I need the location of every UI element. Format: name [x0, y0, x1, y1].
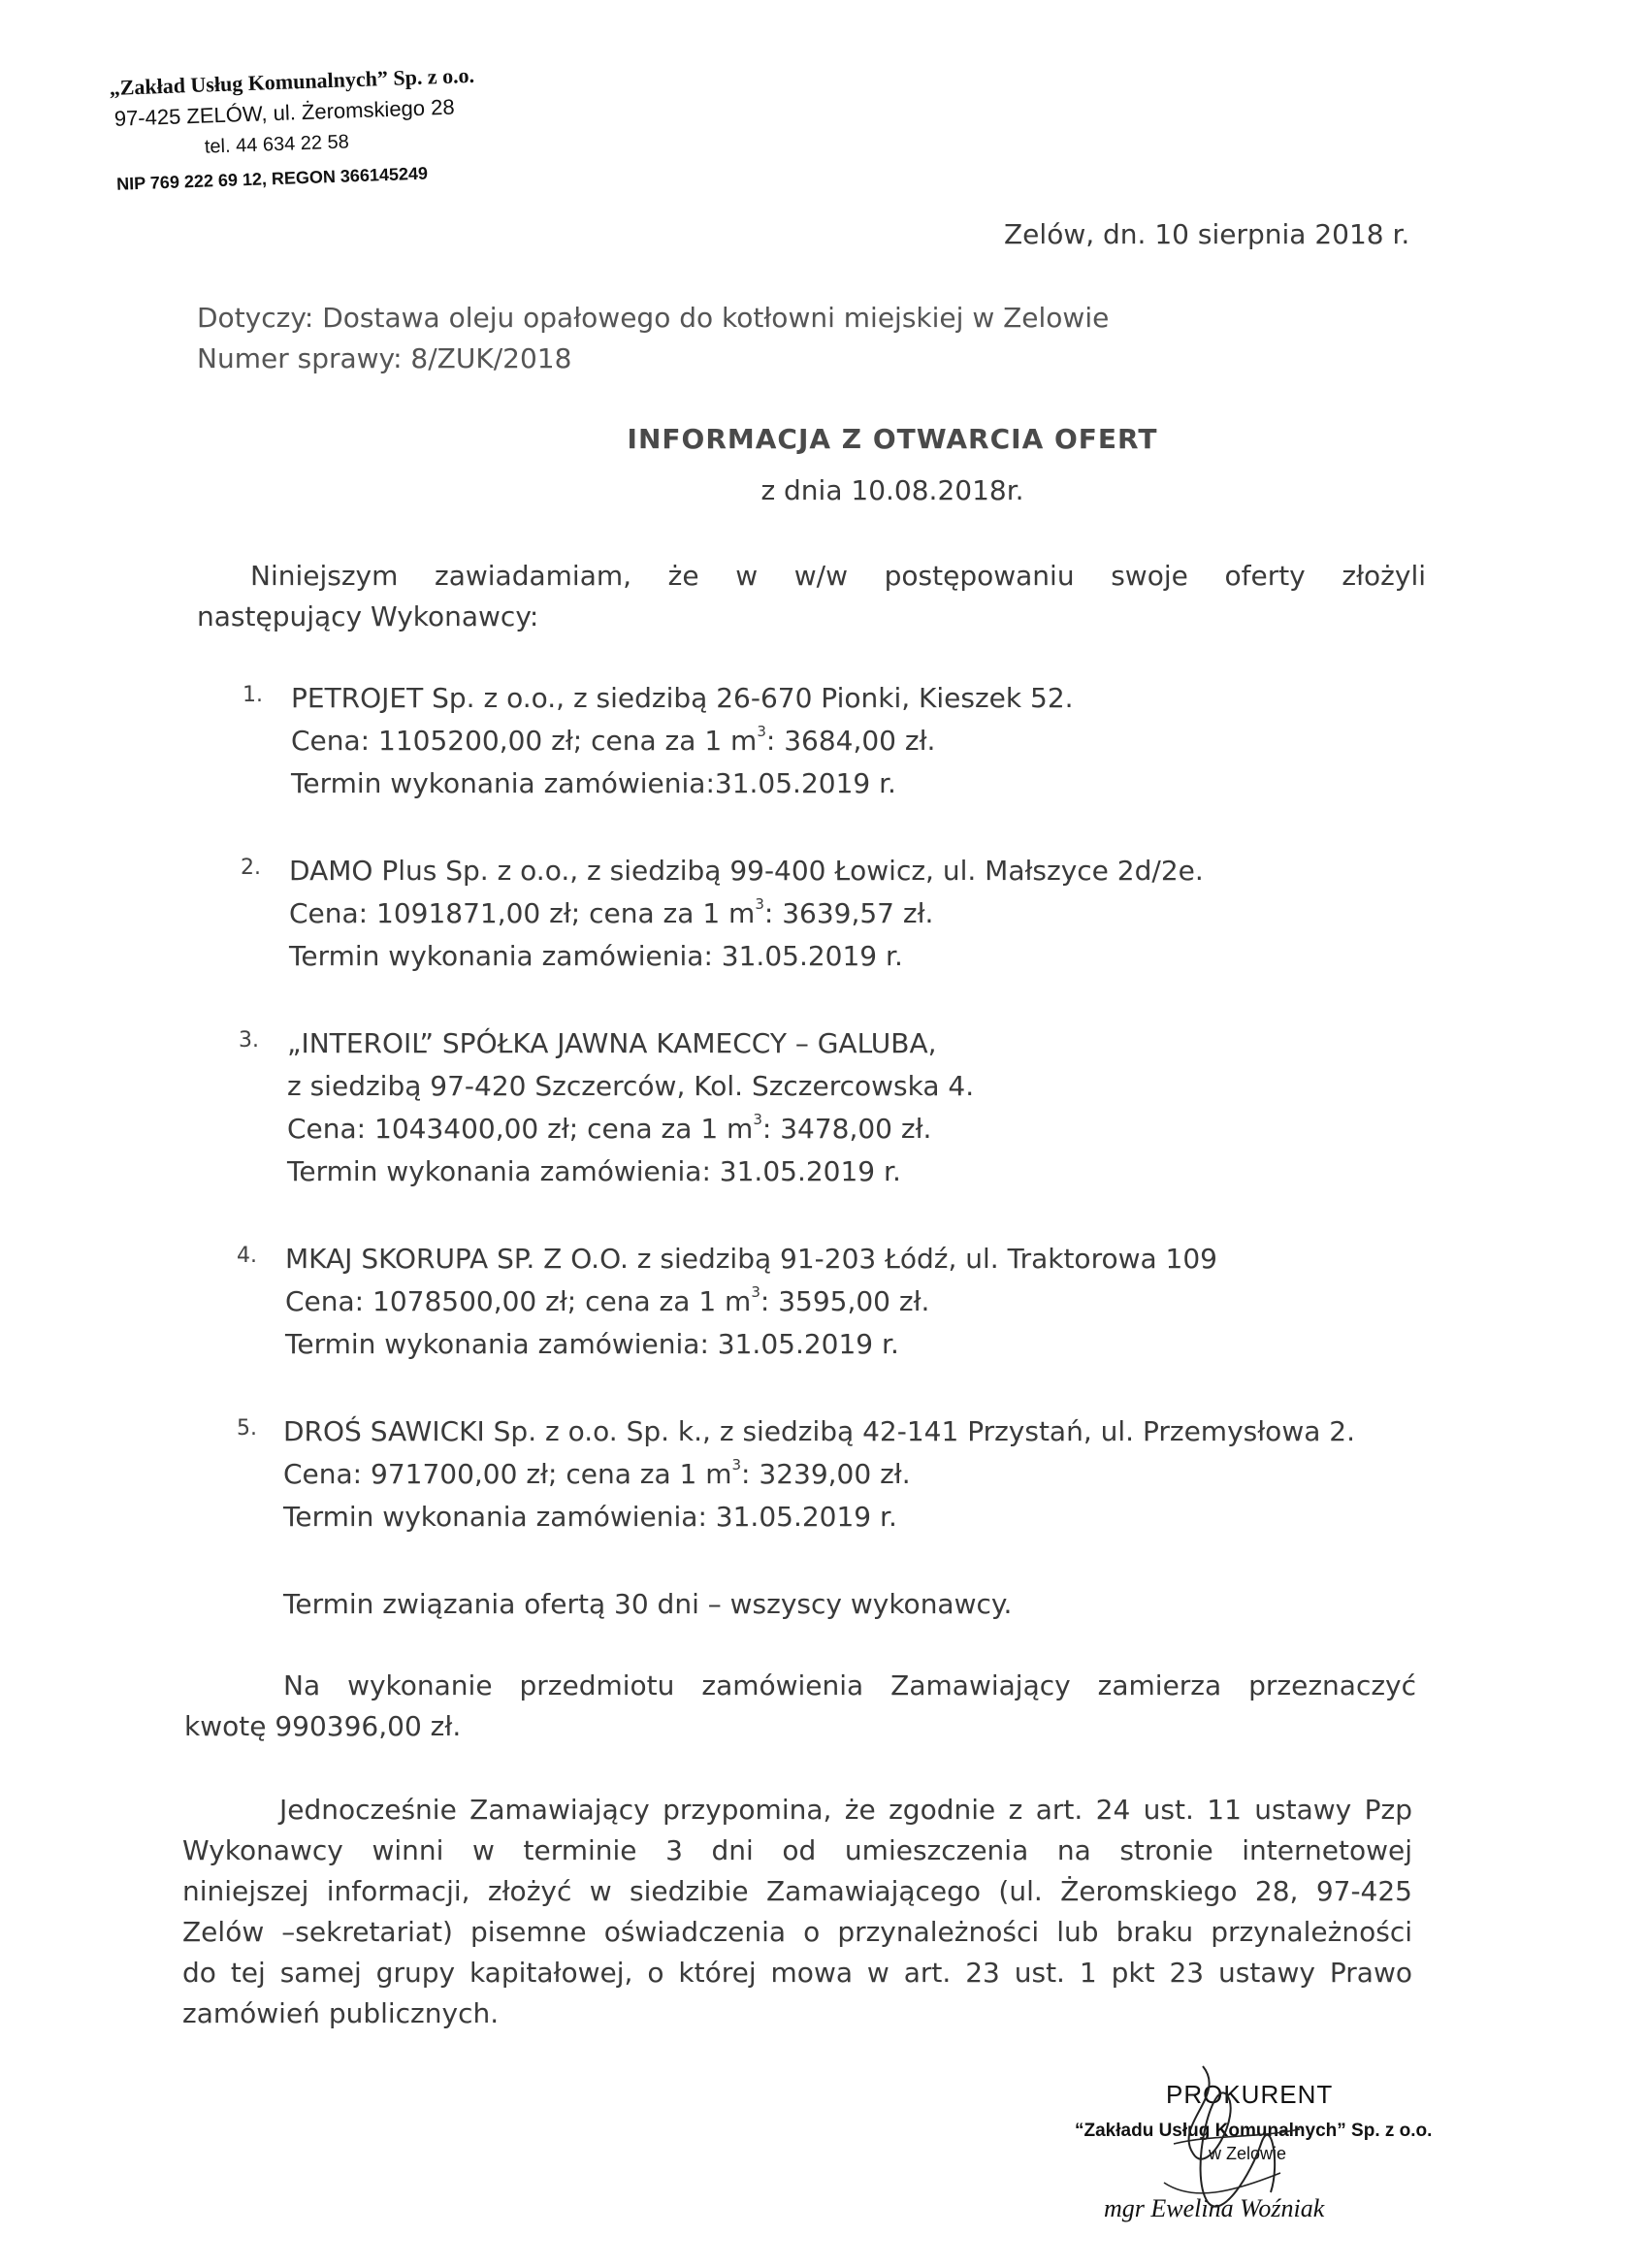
- offer-company: „INTEROIL” SPÓŁKA JAWNA KAMECCY – GALUBA,: [287, 1027, 937, 1059]
- reminder-line: do tej samej grupy kapitałowej, o której mowa w art. 23 ust. 1 pkt 23 ustawy Prawo: [182, 1957, 1412, 1989]
- offer-company: MKAJ SKORUPA SP. Z O.O. z siedzibą 91-203 Łódź, ul. Traktorowa 109: [285, 1243, 1217, 1275]
- reminder-line: Zelów –sekretariat) pisemne oświadczenia o przynależności lub braku przynależności: [182, 1916, 1412, 1948]
- offer-number: 1.: [242, 683, 263, 707]
- signature-org: “Zakładu Usług Komunalnych” Sp. z o.o.: [1075, 2121, 1433, 2141]
- offer-price: Cena: 971700,00 zł; cena za 1 $m^3$: 3239,00 zł.: [283, 1455, 911, 1490]
- reminder-line: Wykonawcy winni w terminie 3 dni od umieszczenia na stronie internetowej: [182, 1834, 1412, 1866]
- stamp-company-name: „Zakład Usług Komunalnych” Sp. z o.o.: [109, 62, 475, 100]
- signature-place: w Zelowie: [1209, 2144, 1287, 2163]
- offer-company: DROŚ SAWICKI Sp. z o.o. Sp. k., z siedzibą 42-141 Przystań, ul. Przemysłowa 2.: [283, 1415, 1355, 1447]
- budget-line-2: kwotę 990396,00 zł.: [184, 1710, 462, 1742]
- stamp-phone: tel. 44 634 22 58: [204, 131, 350, 158]
- offer-price: Cena: 1078500,00 zł; cena za 1 $m^3$: 3595,00 zł.: [285, 1282, 930, 1317]
- offer-term: Termin wykonania zamówienia: 31.05.2019 r.: [285, 1328, 899, 1360]
- subject-line: Dotyczy: Dostawa oleju opałowego do kotłowni miejskiej w Zelowie: [197, 302, 1110, 334]
- handwritten-signature: [1135, 2057, 1319, 2231]
- reminder-line: Jednocześnie Zamawiający przypomina, że zgodnie z art. 24 ust. 11 ustawy Pzp: [279, 1794, 1412, 1826]
- stamp-address: 97-425 ZELÓW, ul. Żeromskiego 28: [113, 94, 455, 131]
- budget-line-1: Na wykonanie przedmiotu zamówienia Zamawiający zamierza przeznaczyć: [283, 1669, 1416, 1701]
- offer-address: z siedzibą 97-420 Szczerców, Kol. Szczercowska 4.: [287, 1070, 975, 1102]
- offer-term: Termin wykonania zamówienia:31.05.2019 r.: [291, 767, 896, 799]
- case-number: Numer sprawy: 8/ZUK/2018: [197, 342, 572, 374]
- signature-name: mgr Ewelina Woźniak: [1104, 2194, 1325, 2222]
- offer-term: Termin wykonania zamówienia: 31.05.2019 r.: [283, 1501, 897, 1533]
- offer-price: Cena: 1105200,00 zł; cena za 1 $m^3$: 3684,00 zł.: [291, 722, 936, 757]
- binding-term: Termin związania ofertą 30 dni – wszyscy wykonawcy.: [283, 1588, 1013, 1620]
- signature-stroke: [1174, 2129, 1300, 2144]
- title-date: z dnia 10.08.2018r.: [760, 474, 1024, 506]
- signature-stroke: [1164, 2173, 1280, 2193]
- stamp-tax-ids: NIP 769 222 69 12, REGON 366145249: [115, 163, 429, 194]
- offer-company: PETROJET Sp. z o.o., z siedzibą 26-670 Pionki, Kieszek 52.: [291, 682, 1074, 714]
- offer-company: DAMO Plus Sp. z o.o., z siedzibą 99-400 Łowicz, ul. Małszyce 2d/2e.: [289, 855, 1204, 887]
- intro-line-2: następujący Wykonawcy:: [197, 600, 539, 632]
- reminder-line: niniejszej informacji, złożyć w siedzibie Zamawiającego (ul. Żeromskiego 28, 97-425: [182, 1875, 1412, 1907]
- offer-price: Cena: 1043400,00 zł; cena za 1 $m^3$: 3478,00 zł.: [287, 1110, 932, 1145]
- reminder-line: zamówień publicznych.: [182, 1997, 500, 2029]
- company-stamp: [109, 53, 516, 194]
- offer-number: 2.: [241, 856, 261, 880]
- offer-number: 5.: [237, 1416, 257, 1441]
- offer-number: 3.: [239, 1028, 259, 1053]
- offer-price: Cena: 1091871,00 zł; cena za 1 $m^3$: 3639,57 zł.: [289, 894, 934, 929]
- offer-term: Termin wykonania zamówienia: 31.05.2019 r.: [289, 940, 903, 972]
- page-title: INFORMACJA Z OTWARCIA OFERT: [627, 423, 1158, 455]
- intro-line-1: Niniejszym zawiadamiam, że w w/w postępowaniu swoje oferty złożyli: [250, 560, 1426, 592]
- signature-role: PROKURENT: [1166, 2080, 1334, 2109]
- offer-term: Termin wykonania zamówienia: 31.05.2019 r.: [287, 1155, 901, 1187]
- date-line: Zelów, dn. 10 sierpnia 2018 r.: [1004, 218, 1410, 250]
- offer-number: 4.: [237, 1244, 257, 1268]
